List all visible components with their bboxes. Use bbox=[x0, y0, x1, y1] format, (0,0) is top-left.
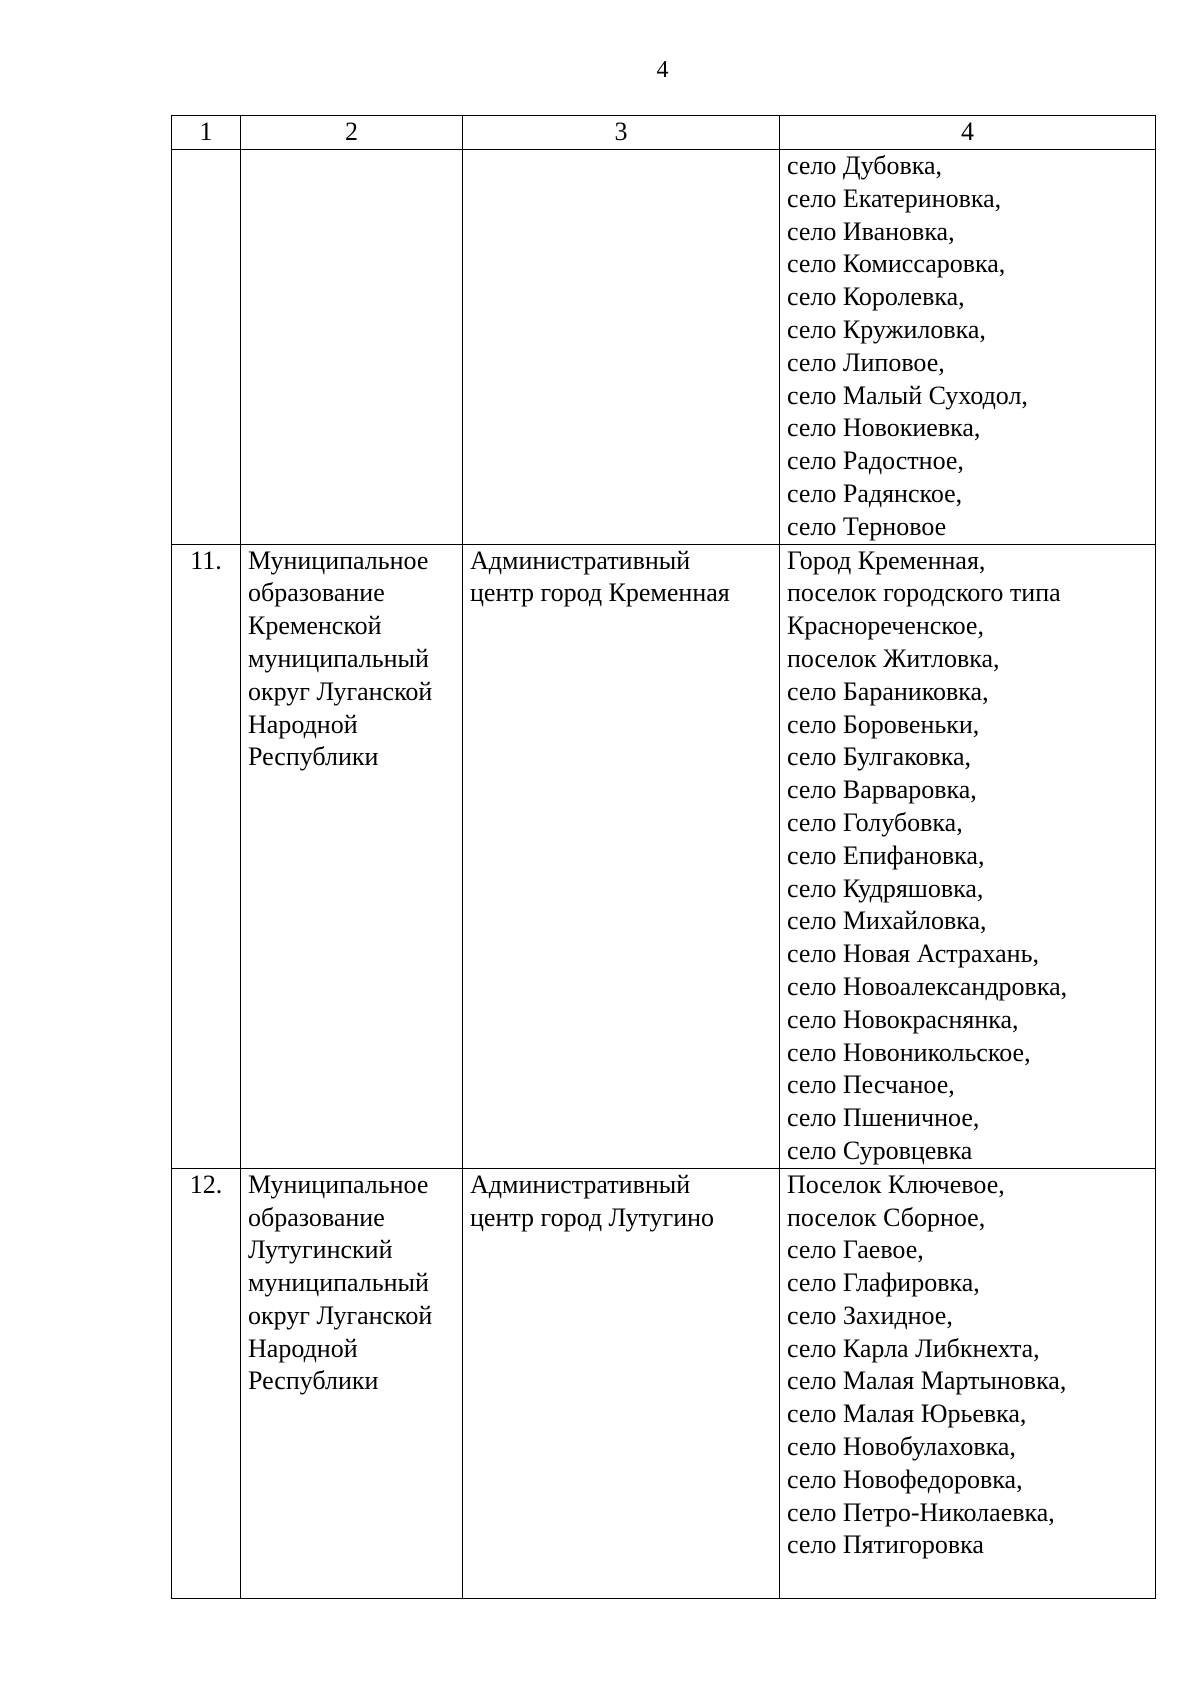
page-number: 4 bbox=[656, 57, 669, 83]
settlement-line: село Захидное, bbox=[787, 1300, 953, 1330]
administrative-center-cell bbox=[463, 150, 780, 545]
settlement-line: Поселок Ключевое, bbox=[787, 1169, 1005, 1199]
center-line: Административный bbox=[470, 545, 691, 575]
entity-line: Народной bbox=[248, 709, 358, 739]
table-row bbox=[172, 544, 1156, 1168]
settlement-line: село Екатериновка, bbox=[787, 183, 1002, 213]
row-number: 12. bbox=[172, 1168, 241, 1599]
settlement-line: Город Кременная, bbox=[787, 545, 986, 575]
settlement-line: поселок Житловка, bbox=[787, 643, 1000, 673]
settlement-line: село Михайловка, bbox=[787, 906, 987, 936]
entity-line: Кременской bbox=[248, 611, 382, 641]
settlement-line: село Радостное, bbox=[787, 446, 964, 476]
entity-line: Лутугинский bbox=[248, 1235, 393, 1265]
entity-line: округ Луганской bbox=[248, 676, 433, 706]
settlement-line: село Глафировка, bbox=[787, 1268, 980, 1298]
row-number: 11. bbox=[172, 544, 241, 1168]
settlement-line: село Петро-Николаевка, bbox=[787, 1497, 1055, 1527]
settlement-line: село Новоникольское, bbox=[787, 1037, 1031, 1067]
settlements-cell bbox=[780, 1168, 1156, 1599]
entity-line: муниципальный bbox=[248, 643, 429, 673]
column-header: 3 bbox=[463, 116, 780, 150]
table-row bbox=[172, 150, 1156, 545]
entity-line: Муниципальное bbox=[248, 545, 429, 575]
settlement-line: село Королевка, bbox=[787, 282, 965, 312]
settlement-line: Краснореченское, bbox=[787, 611, 984, 641]
settlement-line: село Новоалександровка, bbox=[787, 971, 1068, 1001]
municipal-table bbox=[171, 115, 1156, 1599]
settlement-line: село Епифановка, bbox=[787, 840, 985, 870]
table-row bbox=[172, 1168, 1156, 1599]
municipal-entity-cell bbox=[241, 150, 463, 545]
center-line: центр город Лутугино bbox=[470, 1202, 715, 1232]
settlement-line: село Бараниковка, bbox=[787, 676, 989, 706]
entity-line: Республики bbox=[248, 742, 379, 772]
center-line: Административный bbox=[470, 1169, 691, 1199]
row-number bbox=[172, 150, 241, 545]
settlement-line: село Малая Юрьевка, bbox=[787, 1399, 1027, 1429]
settlement-line: село Гаевое, bbox=[787, 1235, 924, 1265]
settlement-line: село Малая Мартыновка, bbox=[787, 1366, 1067, 1396]
municipal-entity-cell bbox=[241, 544, 463, 1168]
center-line: центр город Кременная bbox=[470, 578, 730, 608]
settlement-line: село Боровеньки, bbox=[787, 709, 980, 739]
column-header: 4 bbox=[780, 116, 1156, 150]
settlement-line: село Комиссаровка, bbox=[787, 249, 1006, 279]
column-header: 1 bbox=[172, 116, 241, 150]
settlement-line: село Новофедоровка, bbox=[787, 1464, 1023, 1494]
settlement-line: село Кудряшовка, bbox=[787, 873, 984, 903]
entity-line: образование bbox=[248, 578, 385, 608]
table-header-row bbox=[172, 116, 1156, 150]
administrative-center-cell bbox=[463, 544, 780, 1168]
municipal-entity-cell bbox=[241, 1168, 463, 1599]
settlements-cell bbox=[780, 544, 1156, 1168]
settlement-line: село Новокраснянка, bbox=[787, 1004, 1019, 1034]
settlement-line: село Песчаное, bbox=[787, 1070, 955, 1100]
settlement-line: село Пшеничное, bbox=[787, 1103, 980, 1133]
settlement-line: село Суровцевка bbox=[787, 1135, 973, 1165]
settlement-line: село Новобулаховка, bbox=[787, 1432, 1016, 1462]
settlement-line: село Ивановка, bbox=[787, 216, 955, 246]
settlement-line: село Малый Суходол, bbox=[787, 380, 1028, 410]
settlement-line: село Пятигоровка bbox=[787, 1530, 984, 1560]
entity-line: Республики bbox=[248, 1366, 379, 1396]
settlement-line: поселок городского типа bbox=[787, 578, 1061, 608]
settlement-line: село Кружиловка, bbox=[787, 314, 986, 344]
settlement-line: село Голубовка, bbox=[787, 807, 963, 837]
settlement-line: село Варваровка, bbox=[787, 775, 977, 805]
settlement-line: село Карла Либкнехта, bbox=[787, 1333, 1040, 1363]
settlement-line: село Терновое bbox=[787, 511, 947, 541]
column-header: 2 bbox=[241, 116, 463, 150]
settlements-cell bbox=[780, 150, 1156, 545]
settlement-line: поселок Сборное, bbox=[787, 1202, 986, 1232]
administrative-center-cell bbox=[463, 1168, 780, 1599]
settlement-line: село Дубовка, bbox=[787, 151, 943, 180]
entity-line: Народной bbox=[248, 1333, 358, 1363]
entity-line: округ Луганской bbox=[248, 1300, 433, 1330]
settlement-line: село Булгаковка, bbox=[787, 742, 972, 772]
entity-line: Муниципальное bbox=[248, 1169, 429, 1199]
settlement-line: село Радянское, bbox=[787, 478, 963, 508]
entity-line: образование bbox=[248, 1202, 385, 1232]
settlement-line: село Новокиевка, bbox=[787, 413, 981, 443]
entity-line: муниципальный bbox=[248, 1268, 429, 1298]
settlement-line: село Липовое, bbox=[787, 347, 945, 377]
settlement-line: село Новая Астрахань, bbox=[787, 939, 1039, 969]
